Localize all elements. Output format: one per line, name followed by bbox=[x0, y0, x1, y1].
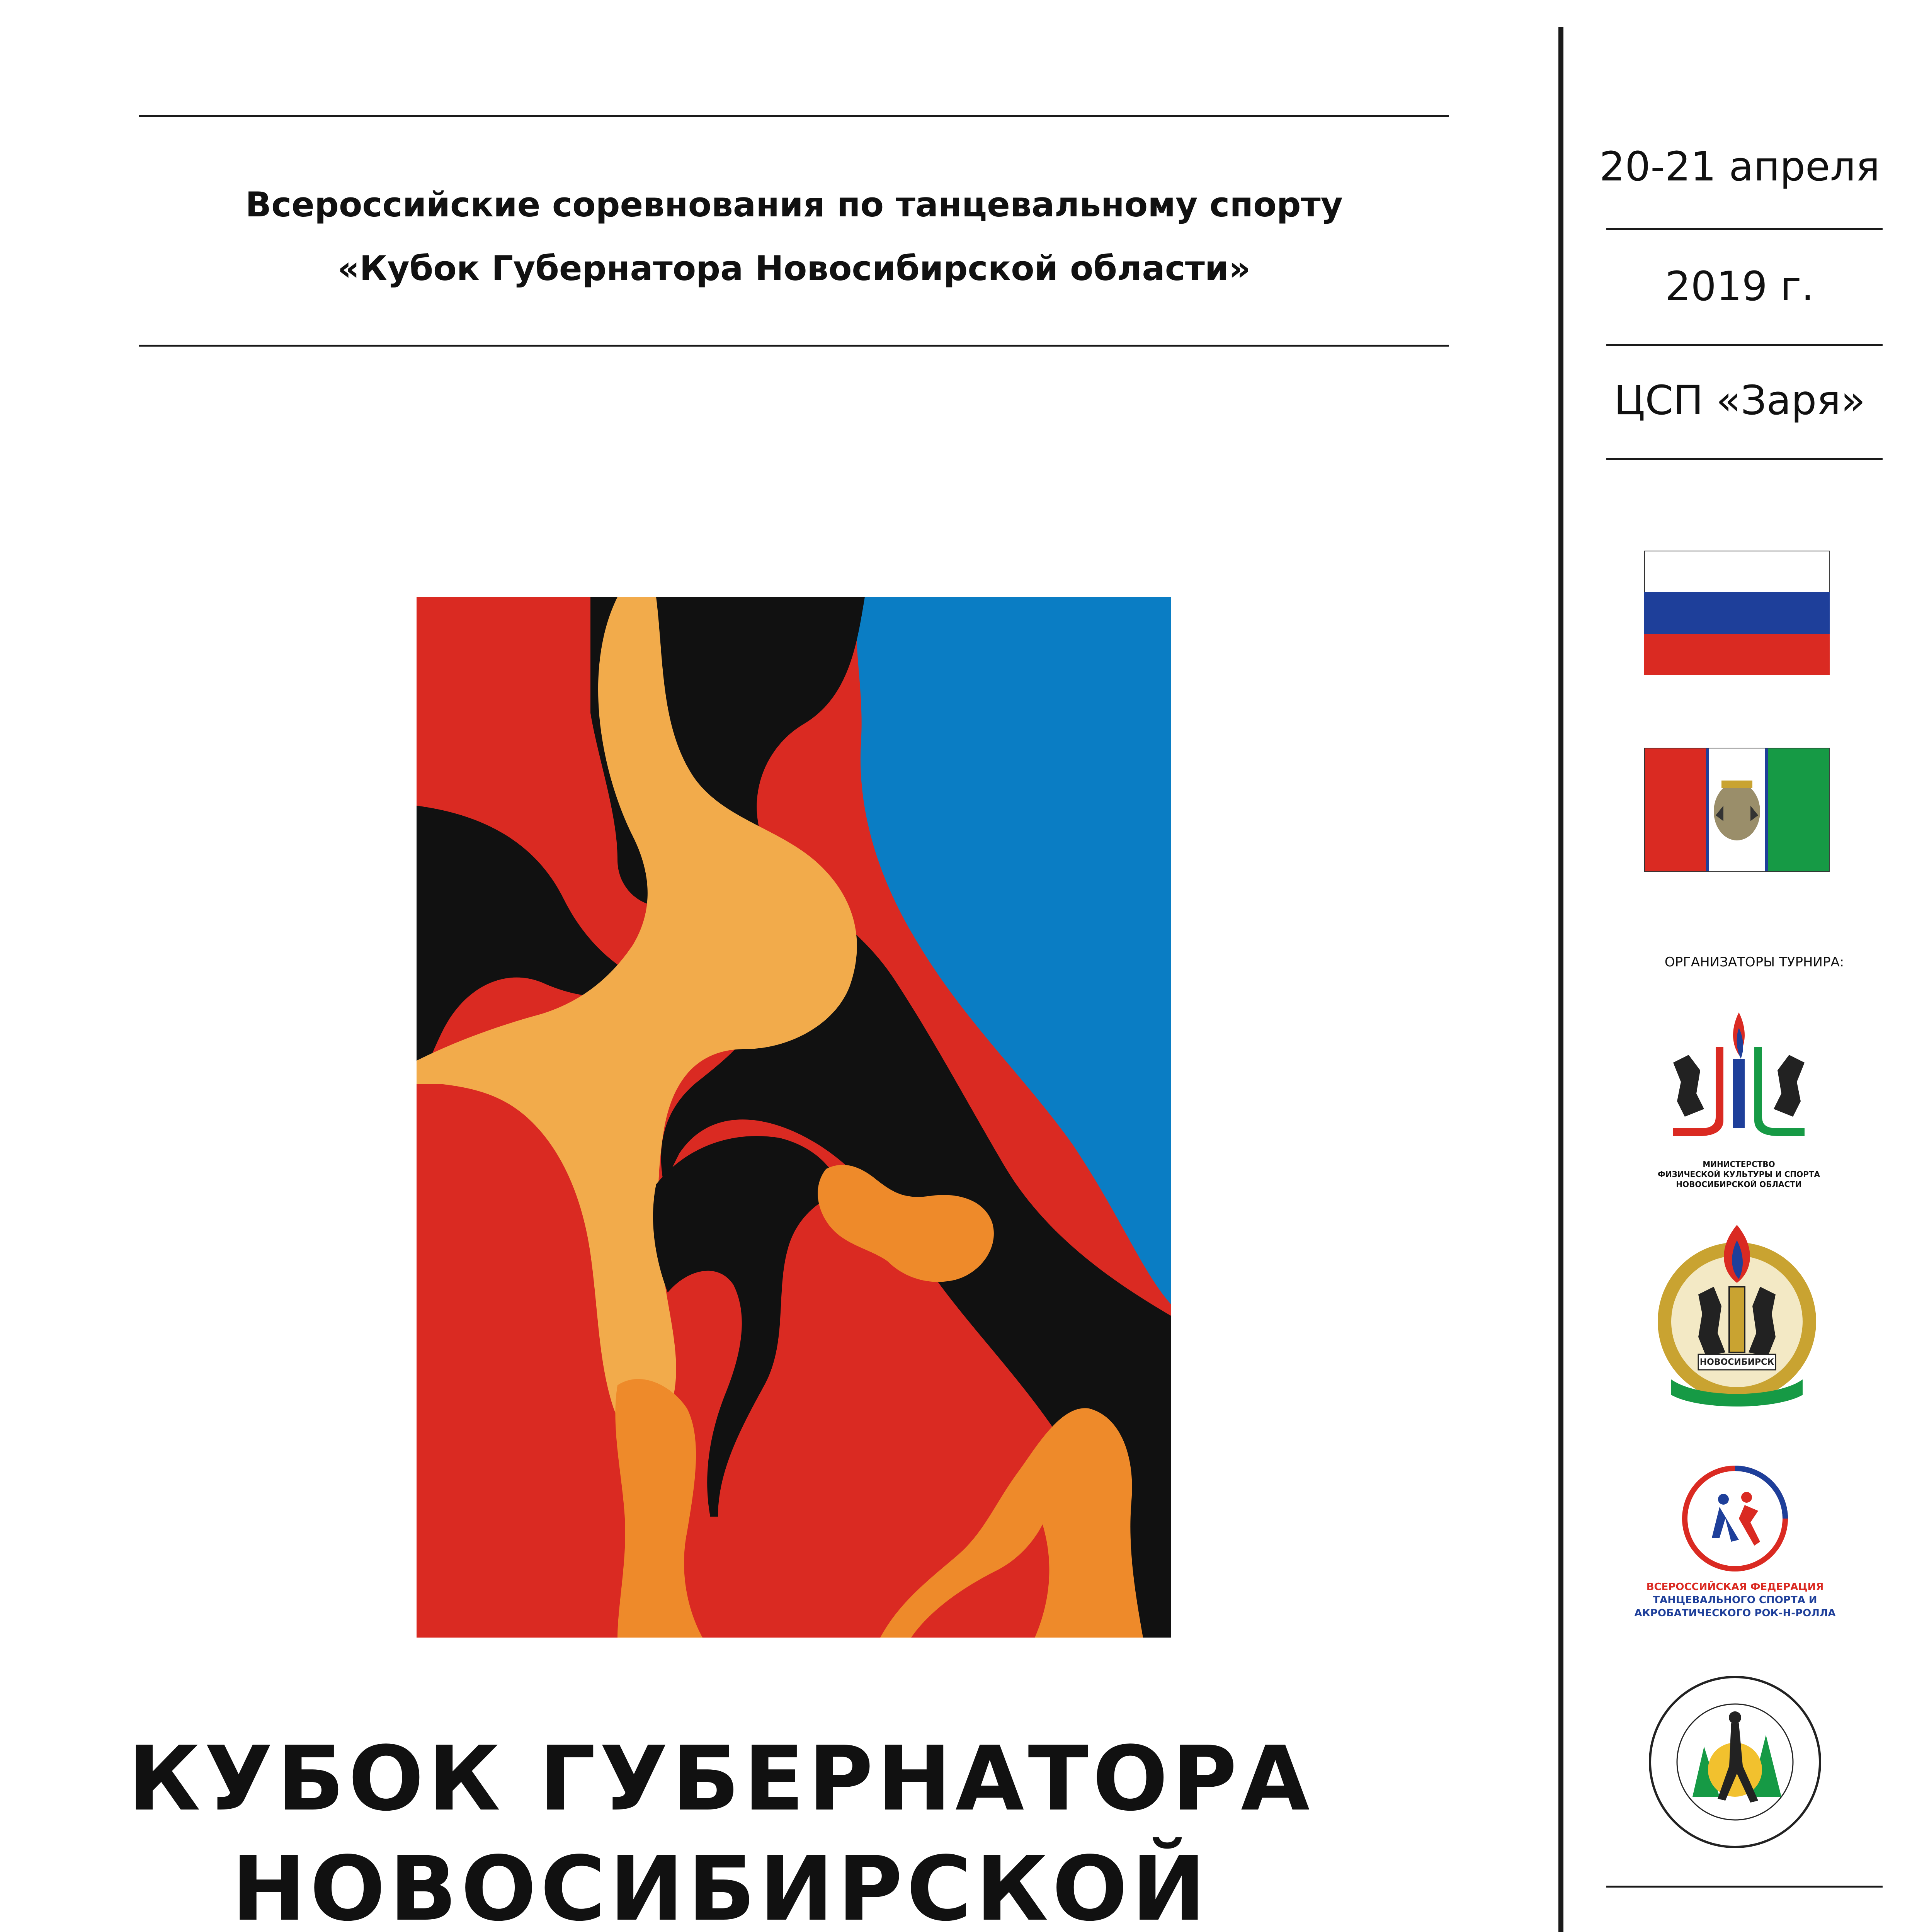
federation-logo-icon bbox=[1677, 1461, 1793, 1577]
regional-federation-logo-icon bbox=[1642, 1669, 1828, 1855]
sidebar-venue: ЦСП «Заря» bbox=[1614, 377, 1866, 424]
federation-caption-line-1: ВСЕРОССИЙСКАЯ ФЕДЕРАЦИЯ bbox=[1646, 1581, 1824, 1593]
sidebar-rule-1 bbox=[1606, 228, 1883, 230]
title-line-1: КУБОК ГУБЕРНАТОРА bbox=[128, 1728, 1314, 1831]
abstract-dancer-artwork bbox=[417, 597, 1171, 1638]
sidebar-rule-2 bbox=[1606, 344, 1883, 346]
ministry-caption bbox=[1623, 1159, 1855, 1189]
russia-flag-icon bbox=[1644, 551, 1830, 675]
sidebar-rule-3 bbox=[1606, 458, 1883, 460]
federation-caption bbox=[1615, 1580, 1855, 1620]
ministry-caption-line-2: ФИЗИЧЕСКОЙ КУЛЬТУРЫ И СПОРТА bbox=[1658, 1170, 1820, 1179]
city-emblem-icon bbox=[1640, 1217, 1834, 1410]
ministry-caption-line-1: МИНИСТЕРСТВО bbox=[1703, 1160, 1775, 1169]
sidebar-rule-4 bbox=[1606, 1886, 1883, 1888]
header-bottom-rule bbox=[139, 345, 1449, 347]
ministry-logo-icon bbox=[1658, 1005, 1820, 1159]
title-line-2: НОВОСИБИРСКОЙ bbox=[231, 1838, 1210, 1932]
federation-caption-line-3: АКРОБАТИЧЕСКОГО РОК-Н-РОЛЛА bbox=[1634, 1607, 1836, 1619]
header-line-2: «Кубок Губернатора Новосибирской области» bbox=[337, 248, 1251, 288]
federation-caption-line-2: ТАНЦЕВАЛЬНОГО СПОРТА И bbox=[1653, 1594, 1817, 1606]
sidebar-dates: 20-21 апреля bbox=[1599, 143, 1880, 190]
sidebar-year: 2019 г. bbox=[1665, 263, 1814, 310]
header-line-1: Всероссийские соревнования по танцевальному спорту bbox=[245, 185, 1343, 224]
ministry-caption-line-3: НОВОСИБИРСКОЙ ОБЛАСТИ bbox=[1676, 1180, 1802, 1189]
day1-date bbox=[1604, 1922, 1905, 1932]
organizers-label: ОРГАНИЗАТОРЫ ТУРНИРА: bbox=[1664, 954, 1844, 970]
sidebar-divider bbox=[1558, 27, 1563, 1932]
city-emblem-text: НОВОСИБИРСК bbox=[1699, 1357, 1774, 1367]
top-rule bbox=[139, 115, 1449, 117]
novosibirsk-flag-icon bbox=[1644, 748, 1830, 872]
